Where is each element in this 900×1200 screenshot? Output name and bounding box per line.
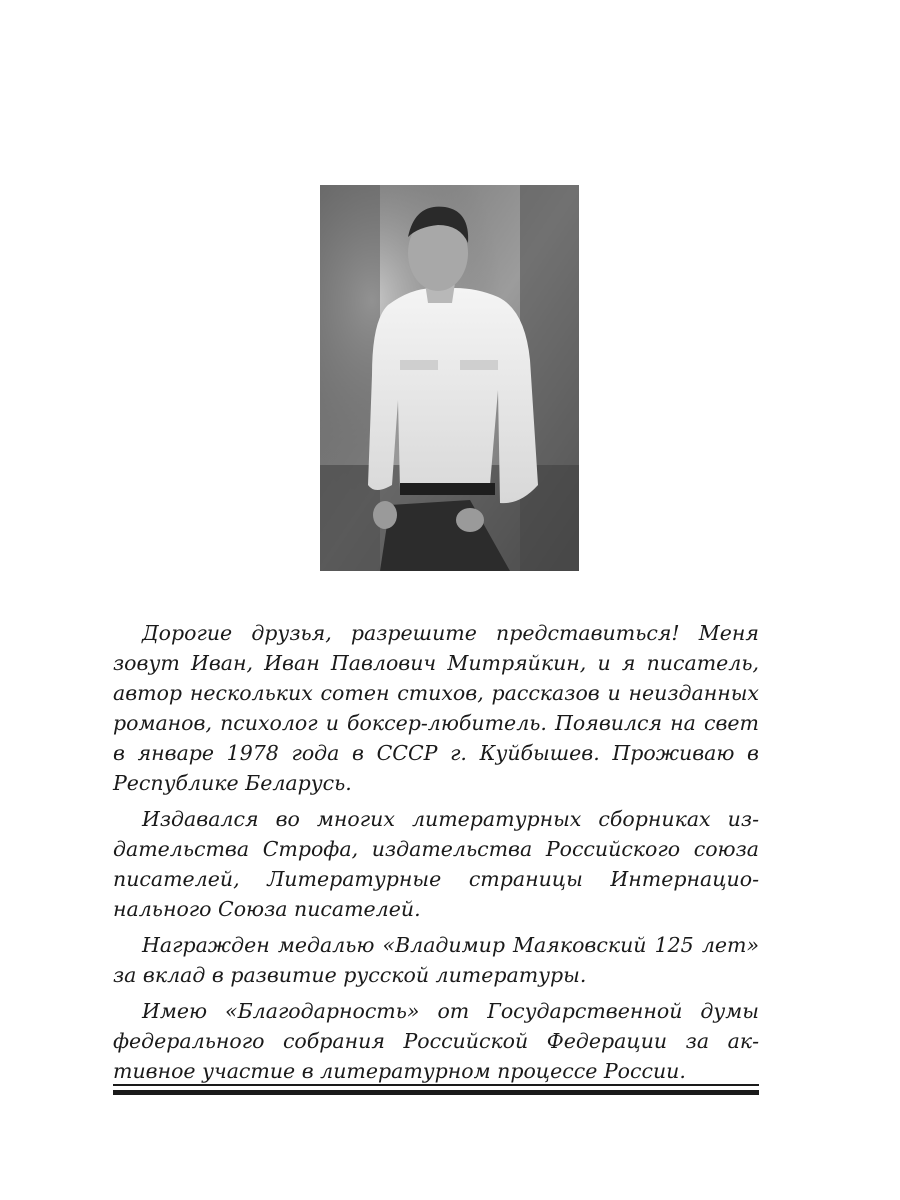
bio-paragraph-3: Награжден медалью «Владимир Маяковский 125 лет» за вклад в развитие русской литературы. <box>113 933 759 987</box>
footer-rule-thick <box>113 1090 759 1095</box>
bio-paragraph-4: Имею «Благодарность» от Государственной думы федерального собрания Российской Федерации за активное участие в литературном процессе России. <box>113 999 759 1083</box>
author-bio <box>113 618 759 1092</box>
footer-double-rule <box>113 1084 759 1097</box>
bio-paragraph-1: Дорогие друзья, разрешите представиться! Меня зовут Иван, Иван Павлович Митряйкин, и я писатель, автор нескольких сотен стихов, рассказов и неизданных романов, психолог и боксер-любитель. Появился на свет в январе 1978 года в СССР г. Куйбышев. Проживаю в Республике Беларусь. <box>113 621 759 795</box>
footer-rule-thin <box>113 1084 759 1086</box>
bio-paragraph-2: Издавался во многих литературных сборниках издательства Строфа, издательства Российского союза писателей, Литературные страницы Интернационального Союза писателей. <box>113 807 759 921</box>
author-portrait-icon <box>320 185 579 571</box>
author-photo <box>320 185 579 571</box>
